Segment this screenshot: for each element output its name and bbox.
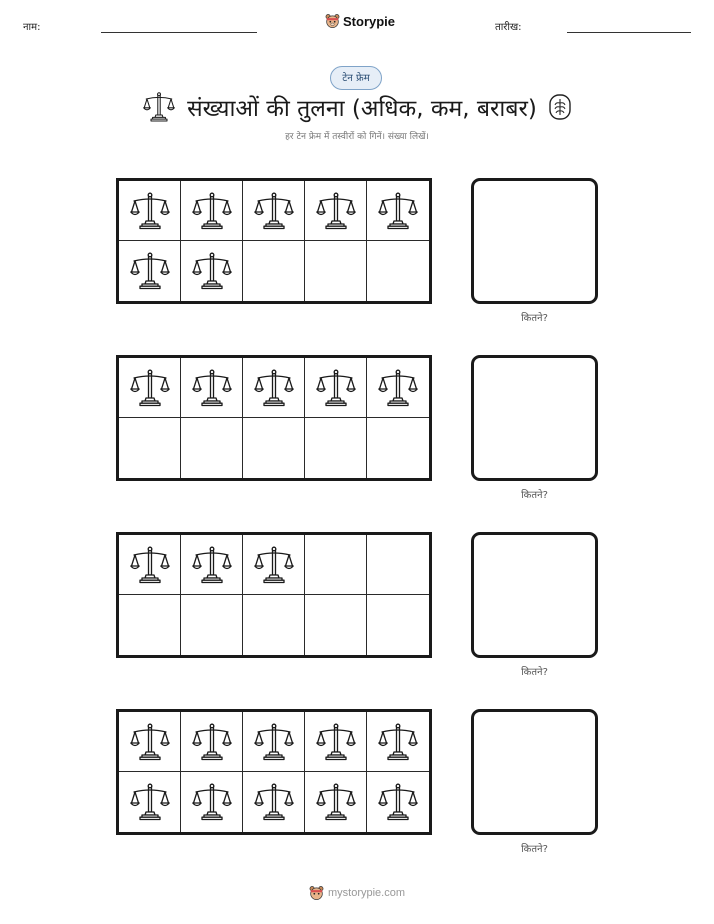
balance-scale-icon [316, 722, 356, 762]
footer-url: mystorypie.com [327, 887, 406, 899]
balance-scale-icon [192, 545, 232, 585]
ten-frame-cell [181, 535, 243, 595]
balance-scale-icon [378, 191, 418, 231]
ten-frame-cell [305, 772, 367, 832]
ten-frame-cell [181, 712, 243, 772]
answer-box[interactable] [471, 532, 598, 658]
balance-scale-icon [130, 545, 170, 585]
ten-frame-cell [367, 358, 429, 418]
ten-frame-cell [181, 595, 243, 655]
balance-scale-icon [316, 191, 356, 231]
name-line[interactable] [101, 32, 257, 33]
brand-name: Storypie [343, 13, 396, 29]
ten-frame [116, 355, 432, 481]
ten-frame-cell [305, 535, 367, 595]
ten-frame [116, 178, 432, 304]
ten-frame-cell [119, 595, 181, 655]
answer-box[interactable] [471, 355, 598, 481]
balance-scale-icon [192, 782, 232, 822]
date-label: तारीख: [495, 22, 522, 33]
ten-frame-cell [305, 595, 367, 655]
date-line[interactable] [567, 32, 691, 33]
answer-label: कितने? [521, 490, 548, 501]
ten-frame-cell [119, 535, 181, 595]
ten-frame-cell [305, 418, 367, 478]
balance-scale-icon [192, 251, 232, 291]
ten-frame-cell [243, 358, 305, 418]
balance-scale-icon [316, 368, 356, 408]
answer-label: कितने? [521, 313, 548, 324]
balance-scale-icon [130, 722, 170, 762]
topic-badge: टेन फ्रेम [330, 66, 382, 90]
balance-scale-icon [378, 722, 418, 762]
ten-frame-cell [305, 358, 367, 418]
balance-scale-icon [130, 191, 170, 231]
ten-frame [116, 709, 432, 835]
page-title: संख्याओं की तुलना (अधिक, कम, बराबर) [187, 96, 537, 122]
balance-scale-icon [254, 782, 294, 822]
ten-frame-cell [119, 241, 181, 301]
ten-frame-cell [119, 358, 181, 418]
balance-scale-icon [143, 91, 175, 123]
ten-frame-cell [367, 418, 429, 478]
ten-frame-cell [119, 712, 181, 772]
balance-scale-icon [130, 251, 170, 291]
answer-label: कितने? [521, 844, 548, 855]
ten-frame-cell [243, 418, 305, 478]
ten-frame-cell [243, 535, 305, 595]
balance-scale-icon [192, 191, 232, 231]
balance-scale-icon [130, 782, 170, 822]
brand-logo [325, 13, 395, 29]
ten-frame-cell [181, 418, 243, 478]
leaf-badge-icon [549, 94, 571, 120]
balance-scale-icon [130, 368, 170, 408]
ten-frame-cell [367, 241, 429, 301]
balance-scale-icon [192, 368, 232, 408]
ten-frame-cell [181, 358, 243, 418]
balance-scale-icon [254, 368, 294, 408]
title-row [0, 92, 714, 122]
ten-frame-cell [119, 418, 181, 478]
balance-scale-icon [378, 782, 418, 822]
balance-scale-icon [192, 722, 232, 762]
ten-frame-cell [243, 595, 305, 655]
ten-frame-cell [243, 772, 305, 832]
balance-scale-icon [316, 782, 356, 822]
footer [0, 885, 714, 901]
answer-label: कितने? [521, 667, 548, 678]
ten-frame-cell [181, 772, 243, 832]
ten-frame-cell [119, 181, 181, 241]
balance-scale-icon [254, 545, 294, 585]
balance-scale-icon [254, 722, 294, 762]
ten-frame-cell [243, 241, 305, 301]
ten-frame [116, 532, 432, 658]
ten-frame-cell [243, 712, 305, 772]
balance-scale-icon [254, 191, 294, 231]
ten-frame-cell [243, 181, 305, 241]
ten-frame-cell [181, 181, 243, 241]
ten-frame-cell [367, 712, 429, 772]
balance-scale-icon [378, 368, 418, 408]
ten-frame-cell [305, 712, 367, 772]
answer-box[interactable] [471, 709, 598, 835]
ten-frame-cell [367, 181, 429, 241]
ten-frame-cell [305, 241, 367, 301]
name-label: नाम: [23, 22, 41, 33]
ten-frame-cell [367, 772, 429, 832]
ten-frame-cell [367, 535, 429, 595]
ten-frame-cell [305, 181, 367, 241]
worksheet-header [0, 0, 714, 44]
bear-mascot-icon [325, 13, 340, 29]
ten-frame-cell [367, 595, 429, 655]
ten-frame-cell [119, 772, 181, 832]
instructions: हर टेन फ्रेम में तस्वीरों को गिनें। संख्या लिखें। [285, 132, 429, 142]
ten-frame-cell [181, 241, 243, 301]
answer-box[interactable] [471, 178, 598, 304]
bear-mascot-icon [309, 885, 324, 901]
